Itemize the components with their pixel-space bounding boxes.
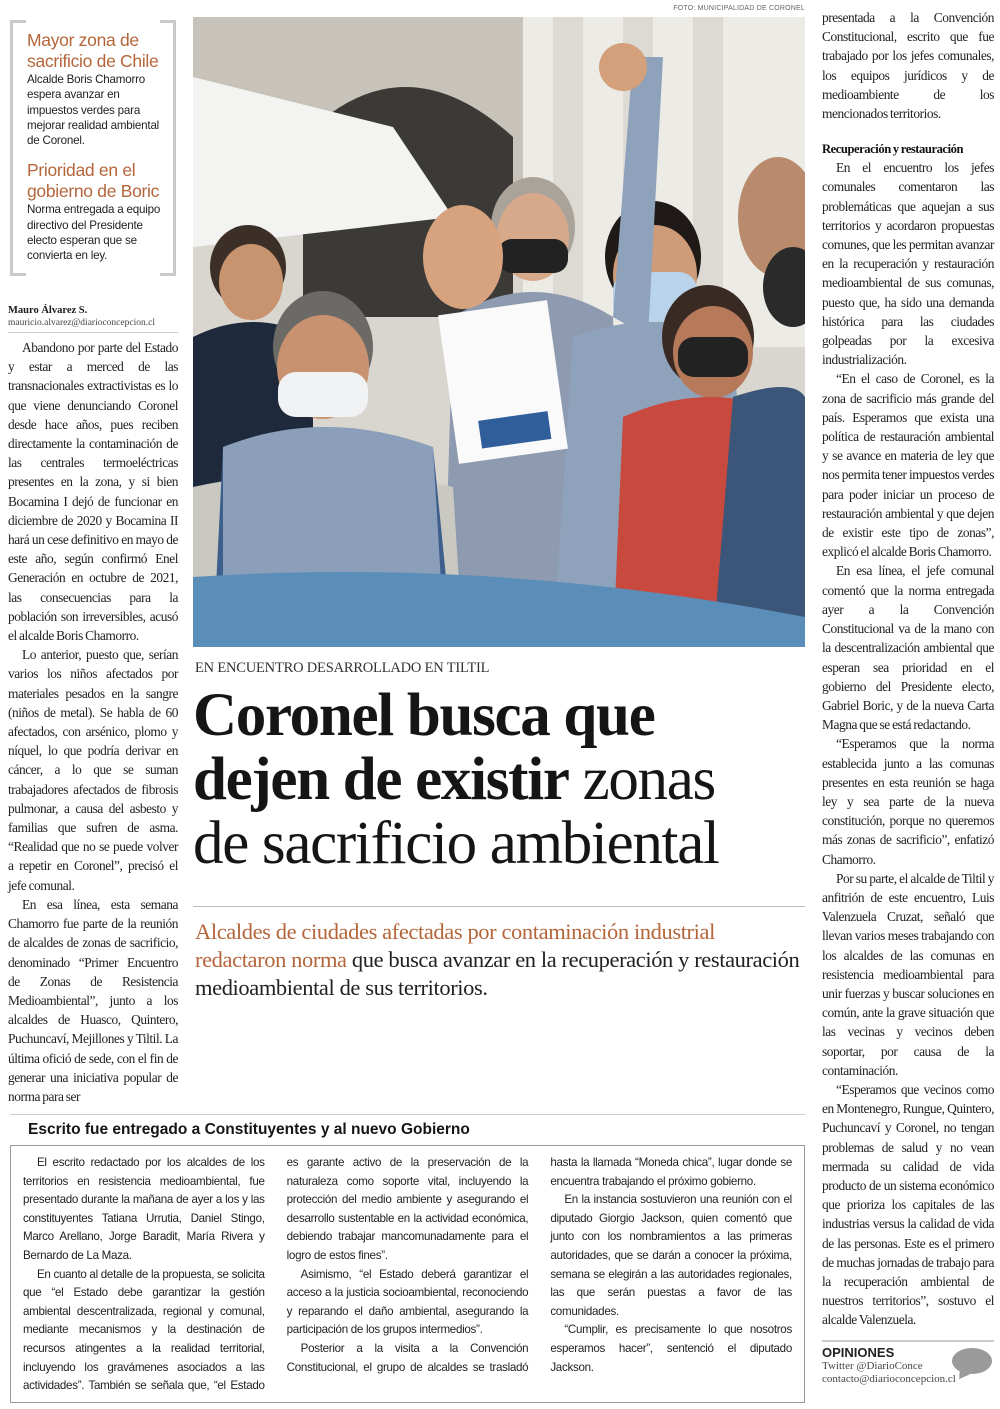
highlight-title: Mayor zona de sacrificio de Chile (27, 30, 159, 71)
deck-accent: Alcaldes de ciudades afectadas por contaminación industrial redactaron norma (195, 919, 715, 972)
main-photo (193, 17, 805, 647)
paragraph: presentada a la Convención Constitucional, escrito que fue trabajado por los jefes comunales, los equipos jurídicos y de medioambiente de los mencionados territorios. (822, 10, 994, 122)
author-name: Mauro Álvarez S. (8, 305, 88, 316)
headline-bold-2: dejen de existir (193, 746, 569, 813)
paragraph: Por su parte, el alcalde de Tiltil y anfitrión de este encuentro, Luis Valenzuela Cruzat, señaló que llevan varios meses trabajando con los alcaldes de las comunas en resistencia medioambiental para unir fuerzas y buscar soluciones en común, ante la grave situación que las vecinas y vecinos deben soportar, por causa de la contaminación. (822, 870, 994, 1078)
paragraph: “Cumplir, es precisamente lo que nosotros esperamos hacer”, sentenció el diputado Jackson. (550, 1323, 792, 1374)
headline-light-2: de sacrificio ambiental (193, 810, 719, 877)
box-title: Escrito fue entregado a Constituyentes y al nuevo Gobierno (28, 1121, 470, 1138)
byline (8, 304, 178, 333)
highlight-text: Norma entregada a equipo directivo del Presidente electo esperan que se convierta en ley. (27, 203, 161, 263)
headline-bold-1: Coronel busca que (193, 682, 655, 749)
sidebar-box-body (10, 1145, 805, 1403)
sidebar-highlights (10, 20, 176, 276)
headline (193, 684, 805, 876)
photo-illustration (193, 17, 805, 647)
left-column-body (8, 338, 178, 1106)
paragraph: Lo anterior, puesto que, serían varios los niños afectados por materiales pesados en la sangre (niños de metal). Se habla de 60 afectados, con arsénico, plomo y níquel, lo que podría derivar en cáncer, a lo que se suman trabajadores afectados de fibrosis pulmonar, a causa del asbesto y familias que sufren de asma. “Realidad que no se puede volver a repetir en Coronel”, precisó el jefe comunal. (8, 647, 178, 893)
paragraph: En esa línea, esta semana Chamorro fue parte de la reunión de alcaldes de zonas de sacrificio, denominado “Primer Encuentro de Zonas de Resistencia Medioambiental”, junto a los alcaldes de Huasco, Quintero, Puchuncaví, Mejillones y Tiltil. La última ofició de sede, con el fin de generar una iniciativa popular de norma para ser (8, 896, 178, 1104)
paragraph: En la instancia sostuvieron una reunión con el diputado Giorgio Jackson, quien comentó que junto con los nombramientos a las primeras autoridades, que se darán a conocer la próxima, semana se elegirán a las autoridades regionales, las que serán puestas a favor de las comunidades. (550, 1193, 792, 1318)
paragraph: Abandono por parte del Estado y estar a merced de las transnacionales extractivistas es lo que viene denunciando Coronel desde hace años, pues reciben directamente la contaminación de las centrales termoeléctricas presentes en la zona, y si bien Bocamina I dejó de funcionar en diciembre de 2020 y Bocamina II hará un cese definitivo en mayo de este año, según confirmó Enel Generación en octubre de 2021, las consecuencias para la población son irreversibles, acusó el alcalde Boris Chamorro. (8, 340, 178, 644)
right-column-body (822, 8, 994, 1387)
paragraph: En esa línea, el jefe comunal comentó que la norma entregada ayer a la Convención Constitucional va de la mano con la descentralización ambiental que esperan sea prioridad en el gobierno del Presidente electo, Gabriel Boric, y de la nueva Carta Magna que se está redactando. (822, 563, 994, 733)
paragraph: “Esperamos que la norma establecida junto a las comunas presentes en esta reunión se haga ley y sea parte de la nueva constitución, porque no queremos más zonas de sacrificio”, enfatizó Chamorro. (822, 736, 994, 867)
right-paragraphs (822, 158, 994, 1329)
twitter-handle[interactable]: Twitter @DiarioConce (822, 1359, 923, 1372)
paragraph: El escrito redactado por los alcaldes de los territorios en resistencia medioambiental, fue presentado durante la mañana de ayer a los y las constituyentes Tatiana Urrutia, Daniel Stingo, Marco Arellano, Jorge Baradit, María Rivera y Bernardo de La Maza. (23, 1156, 265, 1262)
highlight-title: Prioridad en el gobierno de Boric (27, 160, 160, 202)
photo-credit: FOTO: MUNICIPALIDAD DE CORONEL (673, 5, 805, 12)
deck-rest: que busca avanzar en la recuperación y restauración medioambiental de sus territorios. (195, 947, 800, 1000)
kicker: EN ENCUENTRO DESARROLLADO EN TILTIL (195, 660, 490, 676)
opiniones-title: OPINIONES (822, 1344, 895, 1360)
paragraph: En cuanto al detalle de la propuesta, se solicita que “el Estado debe garantizar la gestión ambiental descentralizada, regional y comunal, mediante mecanismos y la destinación de recursos atingentes a la realidad territorial, incluyendo los gravámenes asociados a las actividades”. También se señala que, “el Estado es garante activo de la preservación de la naturaleza como soporte vital, incluyendo la protección del medio ambiente y asegurando el desarrollo sustentable en la actividad económica, debiendo trabajar mancomunadamente para el logro de estos fines”. (23, 1156, 529, 1393)
paragraph: “En el caso de Coronel, es la zona de sacrificio más grande del país. Esperamos que exista una política de restauración ambiental y se avance en materia de ley que nos permita tener impuestos verdes para poder iniciar un proceso de restauración ambiental y que dejen de existir este tipo de zonas”, explicó el alcalde Boris Chamorro. (822, 371, 994, 560)
subheading: Recuperación y restauración (822, 142, 964, 157)
headline-light-1: zonas (568, 746, 715, 813)
paragraph: Posterior a la visita a la Convención Constitucional, el grupo de alcaldes se trasladó hasta la llamada “Moneda chica”, lugar donde se encuentra trabajando el próximo gobierno. (286, 1156, 792, 1374)
divider (193, 906, 805, 907)
paragraph: “Esperamos que vecinos como en Montenegro, Rungue, Quintero, Puchuncaví y Coronel, no tengan problemas de salud y no vean mermada su calidad de vida producto de un sistema económico que prioriza los capitales de las industrias versus la calidad de vida de las personas. Este es el primero de muchas jornadas de trabajo para la recuperación ambiental de nuestros territorios”, sostuvo el alcalde Valenzuela. (822, 1081, 994, 1328)
deck (195, 918, 805, 1002)
author-email[interactable]: mauricio.alvarez@diarioconcepcion.cl (8, 318, 155, 328)
highlight-text: Alcalde Boris Chamorro espera avanzar en impuestos verdes para mejorar realidad ambiental de Coronel. (27, 73, 160, 148)
paragraph: Asimismo, “el Estado deberá garantizar el acceso a la justicia socioambiental, reconociendo y reparando el daño ambiental, asegurando la participación de los grupos intermedios”. (286, 1267, 529, 1337)
opiniones-footer (822, 1340, 994, 1387)
divider (10, 1114, 805, 1115)
contact-email[interactable]: contacto@diarioconcepcion.cl (822, 1373, 956, 1386)
paragraph: En el encuentro los jefes comunales comentaron las problemáticas que aquejan a sus territorios y acordaron propuestas comunes, que les permitan avanzar en la recuperación y restauración medioambiental de sus comunas, puesto que, ha sido una demanda histórica para las ciudades golpeadas por la excesiva industrialización. (822, 160, 994, 368)
